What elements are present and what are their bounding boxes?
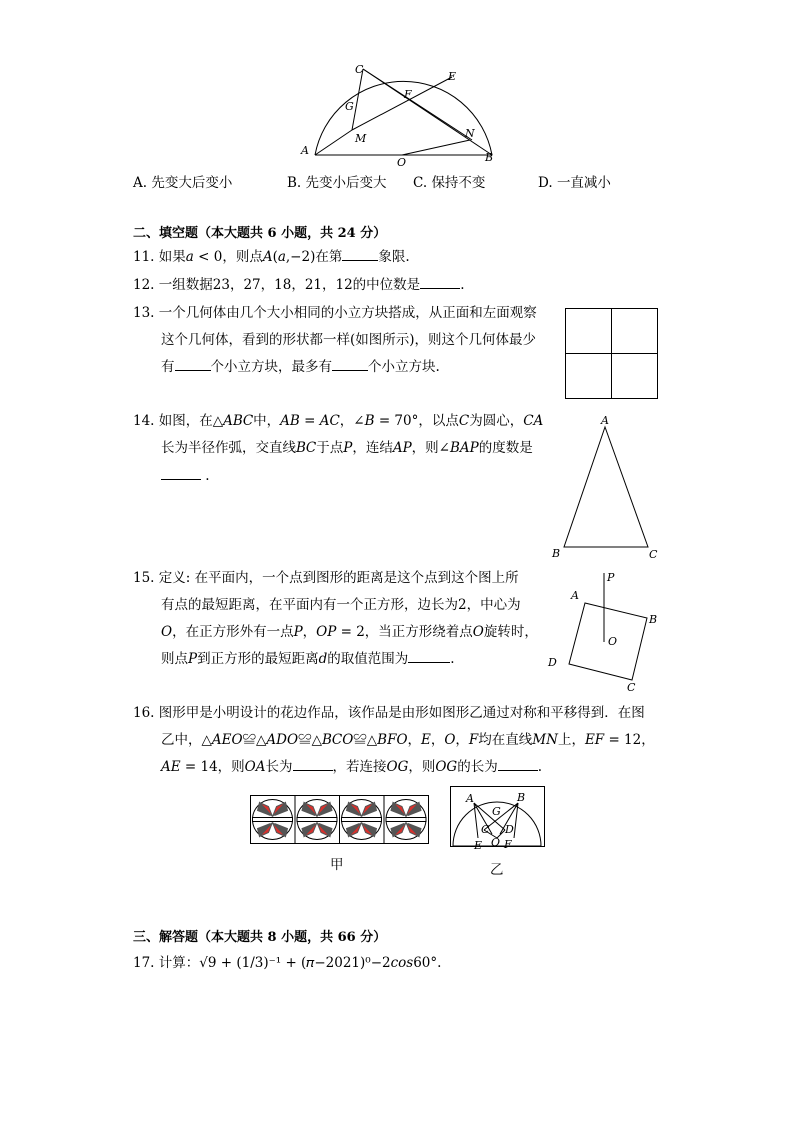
label-b: B — [485, 151, 494, 164]
answer-blank[interactable] — [332, 370, 368, 371]
figure-yi — [450, 786, 550, 856]
q16-line2: 乙中，△𝐴𝐸𝑂≌△𝐴𝐷𝑂≌△𝐵𝐶𝑂≌△𝐵𝐹𝑂，𝐸，𝑂，𝐹均在直线𝑀𝑁上，𝐸𝐹 = 12， — [161, 732, 655, 748]
q13-grid-figure — [565, 308, 659, 400]
section-3-title: 三、解答题（本大题共 8 小题，共 66 分） — [133, 930, 387, 945]
label-e: E — [448, 70, 457, 83]
question-12 — [133, 272, 464, 299]
answer-blank[interactable] — [293, 770, 333, 771]
label-d: D — [505, 823, 514, 836]
q16-line1: 图形甲是小明设计的花边作品，该作品是由形如图形乙通过对称和平移得到．在图 — [158, 705, 645, 721]
label-p: P — [607, 571, 615, 584]
q11-text-a: 如果 — [158, 249, 186, 265]
q13-line3: 有 个小立方块，最多有 个小立方块. — [161, 359, 440, 375]
figure-jia-strip — [250, 795, 430, 845]
answer-blank[interactable] — [161, 479, 201, 480]
figure-jia-label: 甲 — [330, 857, 344, 873]
answer-blank[interactable] — [175, 370, 211, 371]
label-m: M — [355, 132, 367, 145]
label-a: A — [571, 589, 579, 602]
q13-line1: 一个几何体由几个大小相同的小立方块搭成，从正面和左面观察 — [158, 305, 537, 321]
q17-expression: 计算：√9 + (1/3)⁻¹ + (𝜋−2021)⁰−2𝑐𝑜𝑠60°. — [158, 955, 442, 971]
q-number: 11. — [133, 249, 155, 265]
figure-yi-label: 乙 — [490, 862, 504, 878]
choice-d[interactable] — [538, 171, 611, 191]
q-number: 14. — [133, 413, 155, 429]
label-b: B — [517, 791, 526, 804]
question-17 — [133, 950, 441, 977]
label-c: C — [481, 823, 490, 836]
choice-c[interactable] — [413, 171, 485, 191]
triangle-abc-figure — [550, 412, 660, 562]
q-number: 15. — [133, 570, 155, 586]
q11-text-c: 𝐴(𝑎,−2)在第 — [262, 249, 343, 265]
q12-end: . — [460, 277, 465, 293]
rotated-square-figure — [545, 568, 665, 693]
choice-text: 保持不变 — [431, 175, 486, 191]
label-a: A — [466, 792, 474, 805]
label-c: C — [627, 681, 636, 694]
label-c: C — [355, 63, 364, 76]
label-g: G — [345, 100, 354, 113]
answer-blank[interactable] — [498, 770, 538, 771]
answer-blank[interactable] — [408, 662, 450, 663]
choice-a[interactable] — [133, 171, 232, 191]
label-o: O — [397, 156, 407, 169]
choice-text: 一直减小 — [556, 175, 611, 191]
choice-b[interactable] — [287, 171, 387, 191]
q15-line1: 定义: 在平面内，一个点到图形的距离是这个点到这个图上所 — [158, 570, 519, 586]
q-number: 13. — [133, 305, 155, 321]
question-16 — [133, 700, 645, 727]
q-number: 12. — [133, 277, 155, 293]
q14-line1: 如图，在△𝐴𝐵𝐶中，𝐴𝐵 = 𝐴𝐶，∠𝐵 = 70°，以点𝐶为圆心，𝐶𝐴 — [158, 413, 544, 429]
q11-text-d: 象限. — [378, 249, 410, 265]
choice-letter: C. — [413, 175, 428, 191]
semicircle-figure — [300, 60, 500, 170]
label-g: G — [492, 805, 501, 818]
label-n: N — [465, 127, 475, 140]
label-b: B — [649, 613, 658, 626]
label-a: A — [601, 414, 609, 427]
label-b: B — [552, 547, 561, 560]
label-o: O — [608, 635, 618, 648]
q12-text: 一组数据23，27，18，21，12的中位数是 — [158, 277, 421, 293]
question-13 — [133, 300, 537, 327]
section-2-title: 二、填空题（本大题共 6 小题，共 24 分） — [133, 226, 387, 241]
q-number: 17. — [133, 955, 155, 971]
q-number: 16. — [133, 705, 155, 721]
answer-blank[interactable] — [420, 288, 460, 289]
q14-line2: 长为半径作弧，交直线𝐵𝐶于点𝑃，连结𝐴𝑃，则∠𝐵𝐴𝑃的度数是 — [161, 440, 533, 456]
choice-text: 先变大后变小 — [151, 175, 233, 191]
label-c: C — [649, 548, 658, 561]
question-11 — [133, 244, 410, 271]
q13-line2: 这个几何体，看到的形状都一样(如图所示)，则这个几何体最少 — [161, 332, 537, 348]
label-f: F — [404, 88, 412, 101]
label-e: E — [474, 839, 483, 852]
choice-letter: D. — [538, 175, 553, 191]
question-14 — [133, 408, 543, 435]
q15-line4: 则点𝑃到正方形的最短距离𝑑的取值范围为 . — [161, 651, 455, 667]
q14-line3: . — [161, 463, 210, 490]
q15-line3: 𝑂，在正方形外有一点𝑃，𝑂𝑃 = 2，当正方形绕着点𝑂旋转时， — [161, 624, 538, 640]
label-d: D — [548, 656, 557, 669]
q15-line2: 有点的最短距离，在平面内有一个正方形，边长为2，中心为 — [161, 597, 521, 613]
answer-blank[interactable] — [342, 260, 378, 261]
choice-letter: A. — [133, 175, 148, 191]
label-a: A — [301, 144, 309, 157]
q16-line3: 𝐴𝐸 = 14，则𝑂𝐴长为 ，若连接𝑂𝐺，则𝑂𝐺的长为 . — [161, 759, 543, 775]
question-15 — [133, 565, 519, 592]
choice-letter: B. — [287, 175, 302, 191]
label-f: F — [504, 838, 512, 851]
q11-text-b: 𝑎 < 0，则点 — [185, 249, 263, 265]
choice-text: 先变小后变大 — [305, 175, 387, 191]
label-o: O — [491, 836, 501, 849]
